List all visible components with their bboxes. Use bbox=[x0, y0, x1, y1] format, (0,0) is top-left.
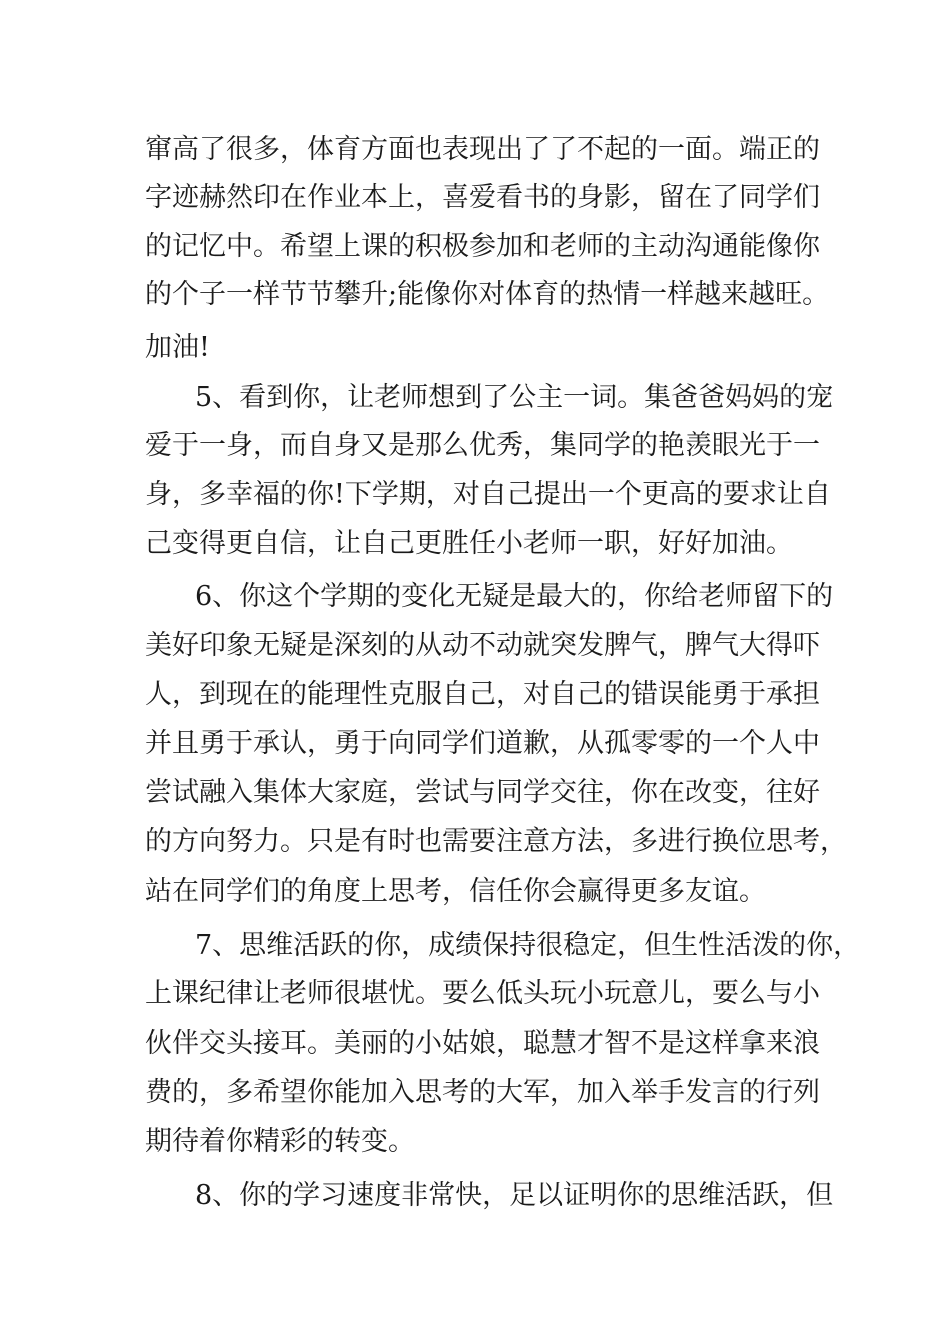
text-line: 人，到现在的能理性克服自己，对自己的错误能勇于承担 bbox=[145, 679, 820, 710]
text-line: 伙伴交头接耳。美丽的小姑娘，聪慧才智不是这样拿来浪 bbox=[145, 1028, 820, 1059]
paragraph-6-first-line: 6、你这个学期的变化无疑是最大的，你给老师留下的 bbox=[195, 581, 834, 612]
text-line: 并且勇于承认，勇于向同学们道歉，从孤零零的一个人中 bbox=[145, 728, 820, 759]
text-line: 期待着你精彩的转变。 bbox=[145, 1126, 415, 1157]
text-line: 爱于一身，而自身又是那么优秀，集同学的艳羡眼光于一 bbox=[145, 430, 820, 461]
text-line: 美好印象无疑是深刻的从动不动就突发脾气，脾气大得吓 bbox=[145, 630, 820, 661]
text-line: 站在同学们的角度上思考，信任你会赢得更多友谊。 bbox=[145, 876, 766, 907]
text-line: 上课纪律让老师很堪忧。要么低头玩小玩意儿，要么与小 bbox=[145, 978, 820, 1009]
text-line: 加油! bbox=[145, 332, 210, 363]
paragraph-5-first-line: 5、看到你，让老师想到了公主一词。集爸爸妈妈的宠 bbox=[195, 382, 834, 413]
text-line: 尝试融入集体大家庭，尝试与同学交往，你在改变，往好 bbox=[145, 777, 820, 808]
text-line: 的方向努力。只是有时也需要注意方法，多进行换位思考， bbox=[145, 826, 847, 857]
text-line: 身，多幸福的你!下学期，对自己提出一个更高的要求让自 bbox=[145, 479, 831, 510]
text-line: 字迹赫然印在作业本上，喜爱看书的身影，留在了同学们 bbox=[145, 182, 820, 213]
paragraph-7-first-line: 7、思维活跃的你，成绩保持很稳定，但生性活泼的你， bbox=[195, 930, 861, 961]
text-line: 己变得更自信，让自己更胜任小老师一职，好好加油。 bbox=[145, 528, 793, 559]
text-line: 的个子一样节节攀升;能像你对体育的热情一样越来越旺。 bbox=[145, 279, 830, 310]
text-line: 费的，多希望你能加入思考的大军，加入举手发言的行列 bbox=[145, 1077, 820, 1108]
text-line: 的记忆中。希望上课的积极参加和老师的主动沟通能像你 bbox=[145, 231, 820, 262]
text-line: 窜高了很多，体育方面也表现出了了不起的一面。端正的 bbox=[145, 134, 820, 165]
paragraph-8-first-line: 8、你的学习速度非常快，足以证明你的思维活跃，但 bbox=[195, 1180, 834, 1211]
